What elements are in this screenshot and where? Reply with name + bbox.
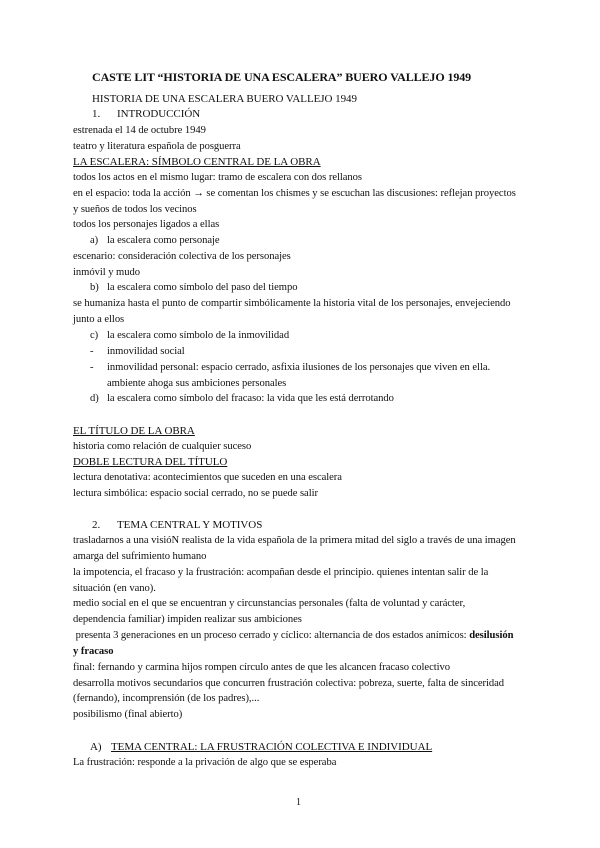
body-line: inmóvil y mudo <box>73 267 140 278</box>
body-line: La frustración: responde a la privación de algo que se esperaba <box>73 757 337 768</box>
section-label: TEMA CENTRAL Y MOTIVOS <box>117 519 263 531</box>
list-item-b <box>90 281 298 295</box>
body-line: trasladarnos a una visióN realista de la vida española de la primera mitad del siglo a través de una imagen <box>73 535 516 546</box>
bold-term: y fracaso <box>73 646 114 657</box>
list-text: la escalera como símbolo de la inmovilidad <box>107 330 290 341</box>
presenta-text: presenta 3 generaciones en un proceso cerrado y cíclico: alternancia de dos estados anímicos: <box>73 630 470 641</box>
body-line: se humaniza hasta el punto de compartir simbólicamente la historia vital de los personajes, envejeciendo <box>73 298 511 309</box>
list-text: la escalera como personaje <box>107 235 220 246</box>
heading-titulo: EL TÍTULO DE LA OBRA <box>73 425 195 437</box>
body-line: (fernando), incomprensión (de los padres),... <box>73 693 260 704</box>
section-marker: A) <box>90 741 102 753</box>
body-line: escenario: consideración colectiva de los personajes <box>73 251 291 262</box>
body-line: lectura denotativa: acontecimientos que suceden en una escalera <box>73 472 342 483</box>
body-line: medio social en el que se encuentran y circunstancias personales (falta de voluntad y carácter, <box>73 598 466 609</box>
dash-item <box>90 345 185 359</box>
list-marker: b) <box>90 282 99 293</box>
dash-item <box>90 361 490 375</box>
body-line: dependencia familiar) impiden realizar sus ambiciones <box>73 614 302 625</box>
body-line: situación (en vano). <box>73 583 156 594</box>
dash-text: inmovilidad social <box>107 346 185 357</box>
dash-text: inmovilidad personal: espacio cerrado, asfixia ilusiones de los personajes que viven en ella. <box>107 362 491 373</box>
list-item-d <box>90 392 394 406</box>
body-line: final: fernando y carmina hijos rompen círculo antes de que les alcancen fracaso colectivo <box>73 662 451 673</box>
body-line: en el espacio: toda la acción → se comentan los chismes y se escuchan las discusiones: reflejan proyectos <box>73 188 516 199</box>
list-marker: d) <box>90 393 99 404</box>
section-1-heading <box>92 107 200 121</box>
list-marker: a) <box>90 235 99 246</box>
section-marker: 1. <box>92 108 101 120</box>
heading-escalera: LA ESCALERA: SÍMBOLO CENTRAL DE LA OBRA <box>73 156 321 168</box>
body-line: lectura simbólica: espacio social cerrado, no se puede salir <box>73 488 318 499</box>
page-number: 1 <box>296 797 301 808</box>
section-2-heading <box>92 518 262 532</box>
body-line: amarga del sufrimiento humano <box>73 551 207 562</box>
list-marker: c) <box>90 330 99 341</box>
section-A-heading <box>90 740 432 754</box>
body-line-presenta <box>73 629 513 643</box>
body-line: junto a ellos <box>73 314 125 325</box>
dash-marker: - <box>90 346 94 357</box>
body-line: la impotencia, el fracaso y la frustración: acompañan desde el principio. quienes intentan salir de la <box>73 567 489 578</box>
bold-term: desilusión <box>469 630 514 641</box>
body-line: y sueños de todos los vecinos <box>73 204 197 215</box>
list-item-c <box>90 329 289 343</box>
section-marker: 2. <box>92 519 101 531</box>
list-item-a <box>90 234 220 248</box>
body-line: todos los personajes ligados a ellas <box>73 219 220 230</box>
list-text: la escalera como símbolo del paso del tiempo <box>107 282 298 293</box>
body-line: todos los actos en el mismo lugar: tramo de escalera con dos rellanos <box>73 172 362 183</box>
document-title: CASTE LIT “HISTORIA DE UNA ESCALERA” BUERO VALLEJO 1949 <box>92 70 472 84</box>
intro-line: estrenada el 14 de octubre 1949 <box>73 125 206 136</box>
body-line: historia como relación de cualquier suceso <box>73 441 252 452</box>
list-text: la escalera como símbolo del fracaso: la vida que les está derrotando <box>107 393 394 404</box>
dash-marker: - <box>90 362 94 373</box>
heading-doble-lectura: DOBLE LECTURA DEL TÍTULO <box>73 456 228 468</box>
intro-line: teatro y literatura española de posguerra <box>73 141 241 152</box>
body-line: desarrolla motivos secundarios que concurren frustración colectiva: pobreza, suerte, falta de sinceridad <box>73 678 505 689</box>
document-subtitle: HISTORIA DE UNA ESCALERA BUERO VALLEJO 1949 <box>92 93 357 105</box>
section-label: TEMA CENTRAL: LA FRUSTRACIÓN COLECTIVA E INDIVIDUAL <box>111 741 433 753</box>
dash-continuation: ambiente ahoga sus ambiciones personales <box>107 378 287 389</box>
section-label: INTRODUCCIÓN <box>117 108 201 120</box>
body-line: posibilismo (final abierto) <box>73 709 183 720</box>
